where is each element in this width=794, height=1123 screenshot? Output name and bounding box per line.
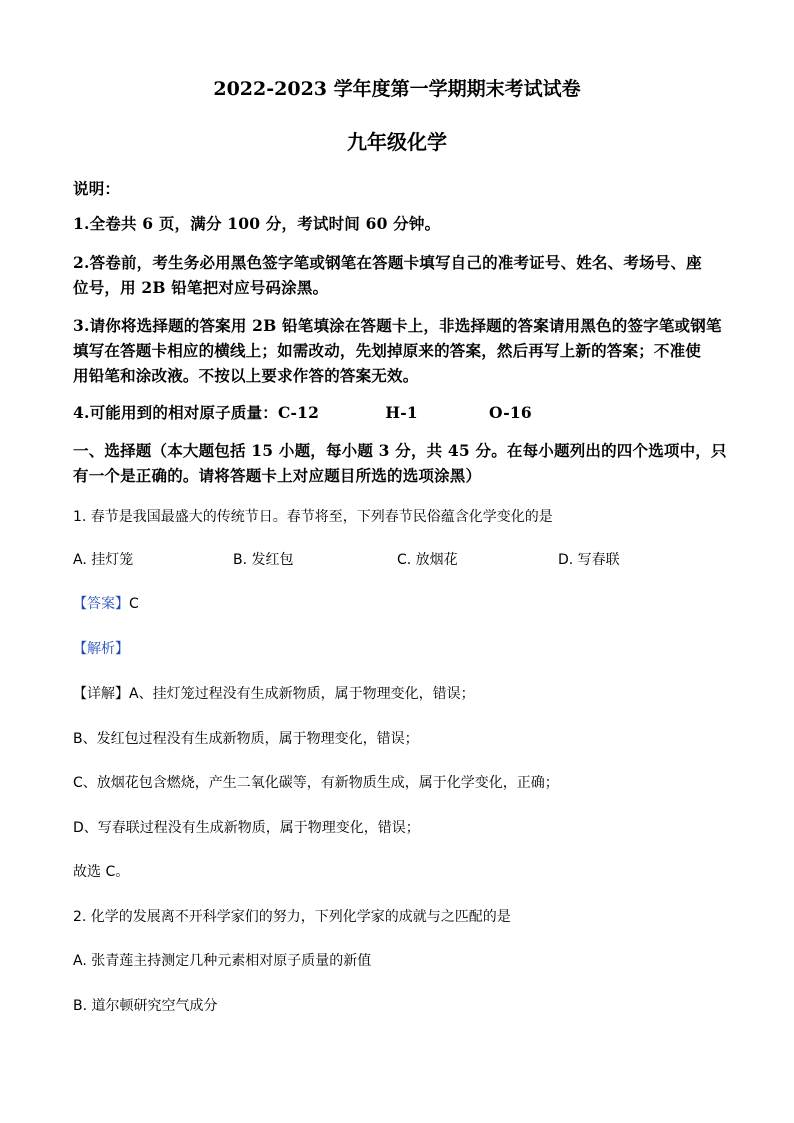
instruction-4 xyxy=(73,401,723,423)
q2-option-b: B. 道尔顿研究空气成分 xyxy=(73,998,218,1014)
exam-subtitle: 九年级化学 xyxy=(347,130,447,154)
exam-title: 2022-2023 学年度第一学期期末考试试卷 xyxy=(213,78,581,100)
instruction-3-line2: 填写在答题卡相应的横线上；如需改动，先划掉原来的答案，然后再写上新的答案；不准使 xyxy=(73,341,702,360)
q1-option-a: A. 挂灯笼 xyxy=(73,552,134,568)
instruction-4-h: H-1 xyxy=(385,403,418,422)
answer-label: 【答案】 xyxy=(73,596,129,612)
detail-a-text: A、挂灯笼过程没有生成新物质，属于物理变化，错误； xyxy=(129,686,475,702)
detail-label: 【详解】 xyxy=(73,686,129,702)
q2-option-a: A. 张青莲主持测定几种元素相对原子质量的新值 xyxy=(73,953,372,969)
instruction-3-line3: 用铅笔和涂改液。不按以上要求作答的答案无效。 xyxy=(73,366,419,385)
q1-detail-d: D、写春联过程没有生成新物质，属于物理变化，错误； xyxy=(73,820,420,836)
q1-detail-a xyxy=(73,683,723,703)
answer-value: C xyxy=(129,596,139,612)
instruction-1: 1.全卷共 6 页，满分 100 分，考试时间 60 分钟。 xyxy=(73,214,441,233)
q1-option-b: B. 发红包 xyxy=(233,552,294,568)
instruction-4-label: 4.可能用到的相对原子质量：C-12 xyxy=(73,403,320,422)
q1-detail-c: C、放烟花包含燃烧，产生二氧化碳等，有新物质生成，属于化学变化，正确； xyxy=(73,775,559,791)
instruction-2-line2: 位号，用 2B 铅笔把对应号码涂黑。 xyxy=(73,278,329,297)
q1-detail-b: B、发红包过程没有生成新物质，属于物理变化，错误； xyxy=(73,731,419,747)
q1-analysis-label: 【解析】 xyxy=(73,641,129,657)
instruction-2-line1: 2.答卷前，考生务必用黑色签字笔或钢笔在答题卡填写自己的准考证号、姓名、考场号、座 xyxy=(73,253,702,272)
section1-line2: 有一个是正确的。请将答题卡上对应题目所选的选项涂黑） xyxy=(73,466,482,485)
instructions-heading: 说明： xyxy=(73,179,121,198)
instruction-3-line1: 3.请你将选择题的答案用 2B 铅笔填涂在答题卡上，非选择题的答案请用黑色的签字笔或钢笔 xyxy=(73,316,722,335)
q1-option-d: D. 写春联 xyxy=(558,552,620,568)
q1-stem: 1. 春节是我国最盛大的传统节日。春节将至，下列春节民俗蕴含化学变化的是 xyxy=(73,509,553,525)
instruction-4-o: O-16 xyxy=(489,403,532,422)
q1-answer xyxy=(73,593,723,613)
q1-conclusion: 故选 C。 xyxy=(73,864,130,880)
q2-stem: 2. 化学的发展离不开科学家们的努力，下列化学家的成就与之匹配的是 xyxy=(73,909,511,925)
section1-line1: 一、选择题（本大题包括 15 小题，每小题 3 分，共 45 分。在每小题列出的四个选项中，只 xyxy=(73,441,727,460)
q1-option-c: C. 放烟花 xyxy=(397,552,458,568)
